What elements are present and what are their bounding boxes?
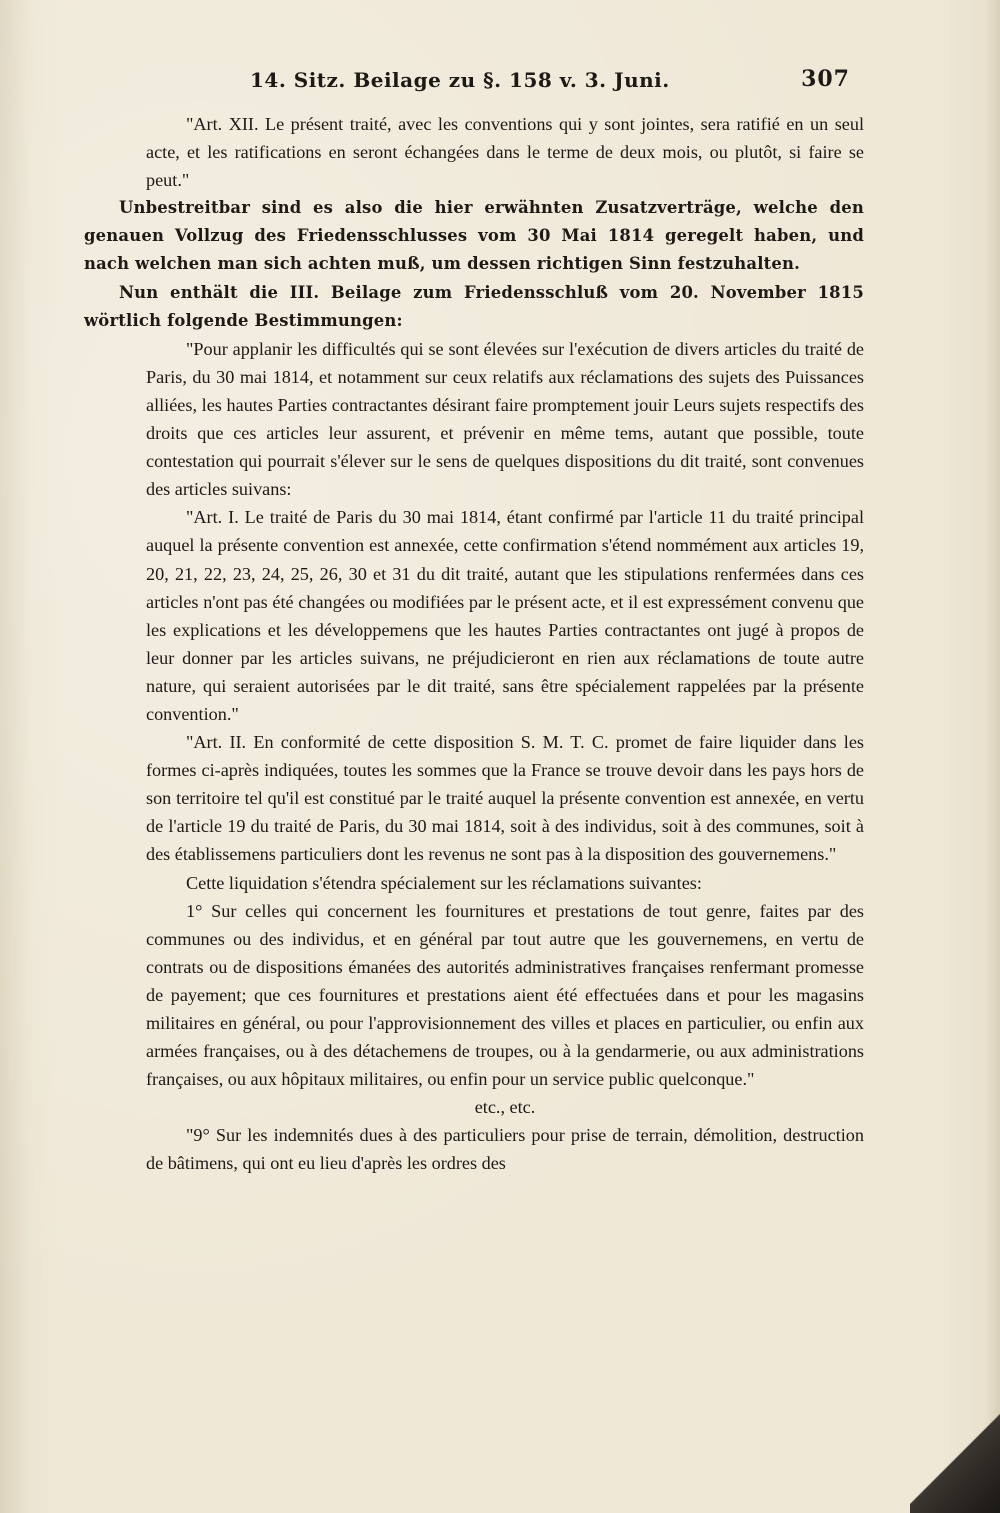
paragraph-etc: etc., etc. bbox=[474, 1097, 536, 1118]
paragraph-item-9: "9° Sur les indemnités dues à des particuliers pour prise de terrain, démolition, destruction de bâtimens, qui ont eu lieu d'après les ordres des bbox=[146, 1125, 864, 1174]
paragraph-preamble: "Pour applanir les difficultés qui se sont élevées sur l'exécution de divers articles du traité de Paris, du 30 mai 1814, et notamment sur ceux relatifs aux réclamations des sujets des Puissances alliées, les hautes Parties contractantes désirant faire promptement jouir Leurs sujets respectifs des droits que ces articles leur assurent, et prévenir en même tems, autant que possible, toute contestation qui pourrait s'élever sur le sens de quelques dispositions du dit traité, sont convenues des articles suivans: bbox=[146, 338, 864, 500]
paragraph-art-xii: "Art. XII. Le présent traité, avec les conventions qui y sont jointes, sera ratifié en un seul acte, et les ratifications en seront échangées dans le terme de deux mois, ou plutôt, si faire se peut." bbox=[146, 114, 864, 191]
page-corner-shadow bbox=[910, 1403, 1000, 1513]
paragraph-art-i: "Art. I. Le traité de Paris du 30 mai 1814, étant confirmé par l'article 11 du traité principal auquel la présente convention est annexée, cette confirmation s'étend nommément aux articles 19, 20, 21, 22, 23, 24, 25, 26, 30 et 31 du dit traité, autant que les stipulations renfermées dans ces articles n'ont pas été changées ou modifiées par le présent acte, et il est expressément convenu que les explications et les développemens que les hautes Parties contractantes ont jugé à propos de leur donner par les articles suivans, ne préjudicieront en rien aux réclamations de toute autre nature, qui seraient autorisées par le dit traité, sans être spécialement rappelées par la présente convention." bbox=[146, 507, 864, 724]
paragraph-german-1: Unbestreitbar sind es also die hier erwähnten Zusatzverträge, welche den genauen Vollzug des Friedensschlusses vom 30 Mai 1814 geregelt haben, und nach welchen man sich achten muß, um dessen richtigen Sinn festzuhalten. bbox=[84, 198, 864, 274]
paragraph-art-ii: "Art. II. En conformité de cette disposition S. M. T. C. promet de faire liquider dans les formes ci-après indiquées, toutes les sommes que la France se trouve devoir dans les pays hors de son territoire tel qu'il est constitué par le traité auquel la présente convention est annexée, en vertu de l'article 19 du traité de Paris, du 30 mai 1814, soit à des individus, soit à des communes, soit à des établissemens particuliers dont les revenus ne sont pas à la disposition des gouvernemens." bbox=[146, 732, 864, 865]
running-head: 14. Sitz. Beilage zu §. 158 v. 3. Juni. bbox=[250, 68, 670, 92]
paragraph-item-1: 1° Sur celles qui concernent les fournitures et prestations de tout genre, faites par des communes ou des individus, et en général par tout autre que les gouvernemens, en vertu de contrats ou de dispositions émanées des autorités administratives françaises renfermant promesse de payement; que ces fournitures et prestations aient été effectuées dans et pour les magasins militaires en général, ou pour l'approvisionnement des villes et places en particulier, ou enfin aux armées françaises, ou à des détachemens de troupes, ou à la gendarmerie, ou aux administrations françaises, ou aux hôpitaux militaires, ou enfin pour un service public quelconque." bbox=[146, 900, 864, 1090]
paragraph-liquidation: Cette liquidation s'étendra spécialement sur les réclamations suivantes: bbox=[186, 872, 702, 893]
page-body bbox=[84, 110, 864, 1178]
paragraph-german-2: Nun enthält die III. Beilage zum Friedensschluß vom 20. November 1815 wörtlich folgende Bestimmungen: bbox=[84, 282, 864, 330]
page-header bbox=[250, 66, 850, 102]
page-number: 307 bbox=[801, 66, 850, 92]
